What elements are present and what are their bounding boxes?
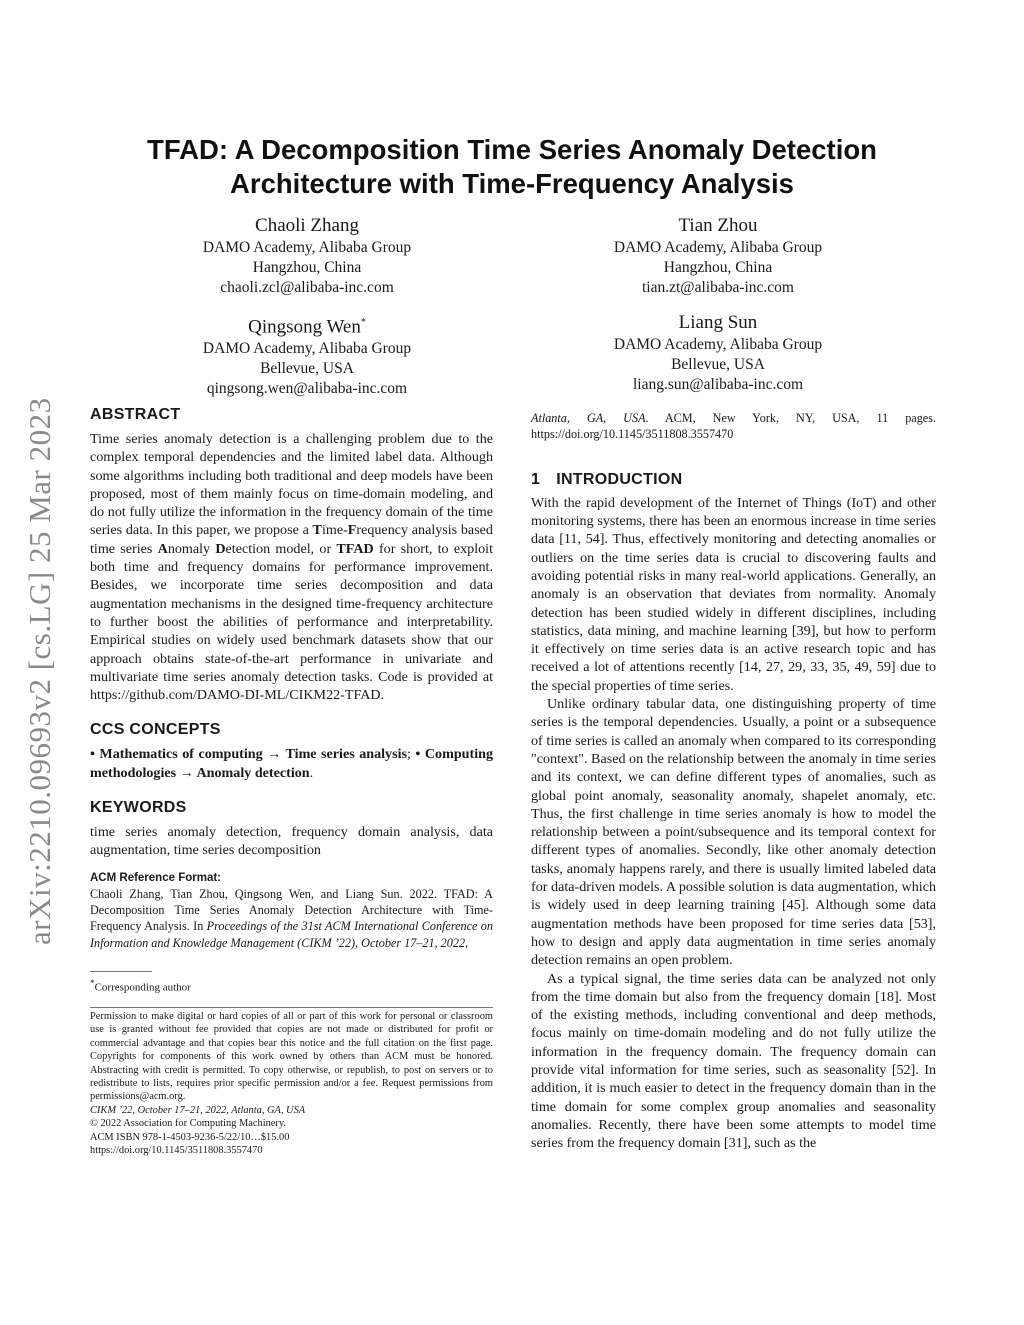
author-block-4: [548, 311, 888, 395]
permission-venue: CIKM ’22, October 17–21, 2022, Atlanta, GA, USA: [90, 1104, 306, 1116]
section-title: INTRODUCTION: [556, 470, 683, 488]
author-affiliation: DAMO Academy, Alibaba Group: [202, 340, 412, 358]
paper-title: [90, 133, 934, 201]
permission-rule: [90, 1007, 493, 1008]
author-email[interactable]: qingsong.wen@alibaba-inc.com: [206, 380, 408, 398]
corresponding-mark: *: [360, 317, 366, 328]
author-location: Bellevue, USA: [260, 360, 354, 378]
permission-isbn: ACM ISBN 978-1-4503-9236-5/22/10…$15.00: [90, 1131, 290, 1143]
title-line-1: TFAD: A Decomposition Time Series Anomaly Detection: [147, 134, 877, 165]
title-line-2: Architecture with Time-Frequency Analysis: [230, 168, 794, 199]
author-name: Tian Zhou: [678, 215, 758, 236]
author-block-2: [548, 214, 888, 298]
author-name: Qingsong Wen: [248, 316, 361, 338]
intro-paragraph-3: As a typical signal, the time series data can be analyzed not only from the time domain but also from the frequency domain [18]. Most of the existing methods, including conventional and deep methods, focus mainly on time-domain modeling and do not fully utilize the information in the frequency domain. The frequency domain can provide vital information for time series, such as seasonality [52]. In addition, it is much easier to detect in the frequency domain than in the time domain for some complex group anomalies and seasonality anomalies. Recently, there have been some attempts to model time series from the frequency domain [31], such as the: [531, 970, 936, 1152]
section-number: 1: [531, 470, 541, 488]
permission-text: Permission to make digital or hard copies of all or part of this work for personal or classroom use is granted without fee provided that copies are not made or distributed for profit or commercial advantage and that copies bear this notice and the full citation on the first page. Copyrights for components of this work owned by others than ACM must be honored. Abstracting with credit is permitted. To copy otherwise, or republish, to post on servers or to redistribute to lists, requires prior specific permission and/or a fee. Request permissions from permissions@acm.org.: [90, 1010, 493, 1103]
author-block-3: [137, 311, 477, 399]
author-affiliation: DAMO Academy, Alibaba Group: [202, 239, 412, 256]
abstract-heading: ABSTRACT: [90, 406, 181, 423]
left-column: [90, 405, 493, 1157]
author-location: Bellevue, USA: [671, 356, 765, 373]
author-block-1: [137, 214, 477, 298]
author-location: Hangzhou, China: [252, 259, 362, 276]
footnote-rule: [90, 971, 152, 972]
intro-paragraph-1: With the rapid development of the Internet of Things (IoT) and other monitoring systems, there has been an enormous increase in time series data [11, 54]. Thus, effectively monitoring and detecting anomalies or outliers on the time series data is crucial to discovering faults and avoiding potential risks in many real-world applications. Generally, an anomaly is an observation that deviates from normality. Anomaly detection has been studied widely in different disciplines, including statistics, data mining, and machine learning [39], but how to perform it effectively on time series data is an active research topic and has received a lot of attentions recently [14, 27, 29, 33, 35, 49, 59] due to the special properties of time series.: [531, 494, 936, 694]
ccs-heading: CCS CONCEPTS: [90, 721, 221, 739]
acm-reference-continued: Atlanta, GA, USA. ACM, New York, NY, USA, 11 pages. https://doi.org/10.1145/3511808.3557470: [531, 411, 936, 442]
right-column: [531, 410, 936, 1153]
author-location: Hangzhou, China: [663, 259, 773, 276]
author-email[interactable]: chaoli.zcl@alibaba-inc.com: [220, 279, 394, 296]
author-email[interactable]: tian.zt@alibaba-inc.com: [642, 279, 794, 296]
introduction-heading: [531, 470, 936, 490]
author-email[interactable]: liang.sun@alibaba-inc.com: [632, 376, 804, 393]
intro-paragraph-2: Unlike ordinary tabular data, one distinguishing property of time series is the temporal dependencies. Usually, a point or a subsequence of time series is called an anomaly when compared to its corresponding "context". Based on the relationship between the anomaly in time series and its context, we can define different types of anomalies, such as global point anomaly, seasonality anomaly, shapelet anomaly, etc. Thus, the first challenge in time series anomaly is how to model the relationship between a point/subsequence and its temporal context for different types of anomalies. Secondly, like other anomaly detection tasks, anomaly happens rarely, and there is usually limited labeled data for data-driven models. A possible solution is data augmentation, which is widely used in deep learning training [45]. Although some data augmentation methods have been proposed for time series data [53], how to design and apply data augmentation in time series anomaly detection remains an open problem.: [531, 696, 936, 969]
ccs-concepts: • Mathematics of computing → Time series analysis; • Computing methodologies → Anomaly detection.: [90, 746, 493, 781]
author-name-line: [137, 311, 477, 339]
permission-doi[interactable]: https://doi.org/10.1145/3511808.3557470: [90, 1144, 263, 1156]
keywords-heading: KEYWORDS: [90, 799, 187, 817]
author-name: Chaoli Zhang: [255, 215, 359, 236]
acm-reference-heading: ACM Reference Format:: [90, 871, 221, 884]
acm-reference-text: Chaoli Zhang, Tian Zhou, Qingsong Wen, and Liang Sun. 2022. TFAD: A Decomposition Time Series Anomaly Detection Architecture with Time-Frequency Analysis. In Proceedings of the 31st ACM International Conference on Information and Knowledge Management (CIKM ’22), October 17–21, 2022,: [90, 886, 493, 950]
author-name: Liang Sun: [678, 312, 758, 333]
permission-copyright: © 2022 Association for Computing Machinery.: [90, 1118, 286, 1130]
footnote: *Corresponding author: [90, 978, 191, 994]
author-affiliation: DAMO Academy, Alibaba Group: [613, 239, 823, 256]
author-affiliation: DAMO Academy, Alibaba Group: [613, 336, 823, 353]
abstract-text: Time series anomaly detection is a challenging problem due to the complex temporal dependencies and the limited label data. Although some algorithms including both traditional and deep models have been proposed, most of them mainly focus on time-domain modeling, and do not fully utilize the information in the frequency domain of the time series data. In this paper, we propose a Time-Frequency analysis based time series Anomaly Detection model, or TFAD for short, to exploit both time and frequency domains for performance improvement. Besides, we incorporate time series decomposition and data augmentation mechanisms in the designed time-frequency architecture to further boost the abilities of performance and interpretability. Empirical studies on widely used benchmark datasets show that our approach obtains state-of-the-art performance in univariate and multivariate time series anomaly detection tasks. Code is provided at https://github.com/DAMO-DI-ML/CIKM22-TFAD.: [90, 431, 493, 704]
arxiv-side-stamp: arXiv:2210.09693v2 [cs.LG] 25 Mar 2023: [22, 397, 57, 945]
keywords-text: time series anomaly detection, frequency domain analysis, data augmentation, time series decomposition: [90, 824, 493, 859]
